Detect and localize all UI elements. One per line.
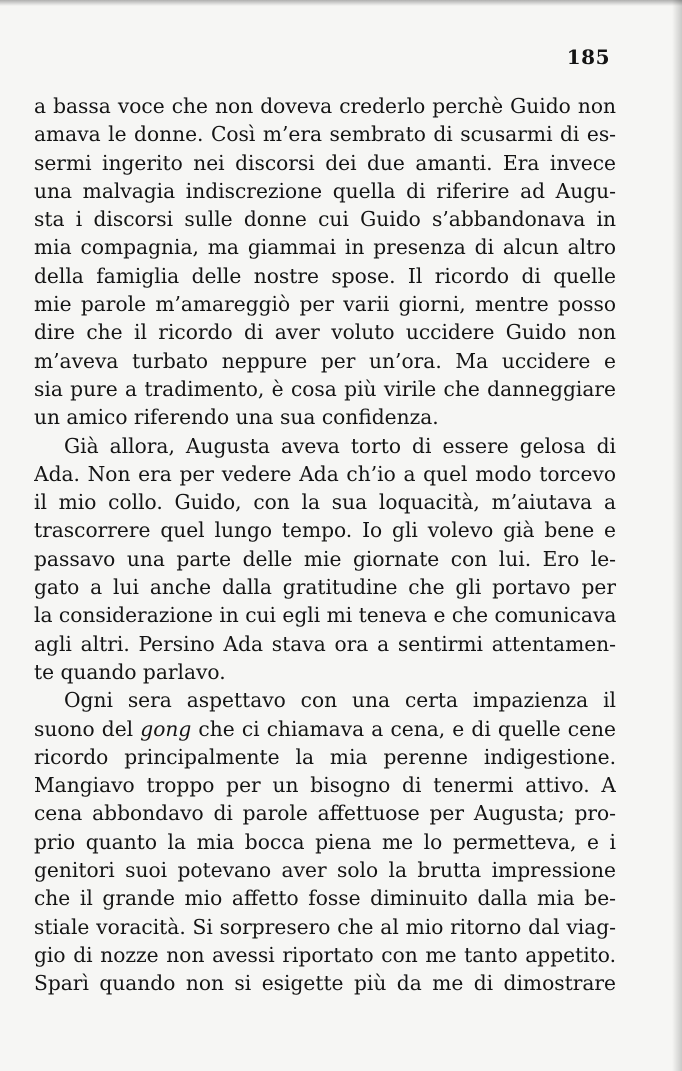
text-line: della famiglia delle nostre spose. Il ricordo di quelle	[34, 263, 616, 288]
text-line	[34, 715, 616, 743]
text-line: prio quanto la mia bocca piena me lo permetteva, e i	[34, 829, 616, 854]
text-line: che il grande mio affetto fosse diminuito dalla mia be-	[34, 886, 616, 911]
text-line: te quando parlavo.	[34, 659, 226, 684]
text-line: mia compagnia, ma giammai in presenza di alcun altro	[34, 235, 616, 260]
text-line: mie parole m’amareggiò per varii giorni, mentre posso	[34, 292, 616, 317]
text-line: amava le donne. Così m’era sembrato di scusarmi di es-	[34, 122, 616, 147]
text-line: gio di nozze non avessi riportato con me tanto appetito.	[34, 942, 616, 967]
page-top-edge	[0, 0, 682, 6]
text-line: Già allora, Augusta aveva torto di essere gelosa di	[64, 433, 616, 458]
text-line: dire che il ricordo di aver voluto uccidere Guido non	[34, 320, 616, 345]
text-line: Mangiavo troppo per un bisogno di tenermi attivo. A	[34, 773, 616, 798]
text-line: a bassa voce che non doveva crederlo perchè Guido non	[34, 94, 616, 118]
text-line: stiale voracità. Si sorpresero che al mio ritorno dal viag-	[34, 914, 616, 939]
text-line: agli altri. Persino Ada stava ora a sentirmi attentamen-	[34, 631, 616, 656]
text-line: una malvagia indiscrezione quella di riferire ad Augu-	[34, 178, 616, 203]
text-line: Ada. Non era per vedere Ada ch’io a quel modo torcevo	[34, 461, 616, 486]
page-number: 185	[566, 45, 610, 69]
text-line: trascorrere quel lungo tempo. Io gli volevo già bene e	[34, 518, 616, 543]
text-fragment: suono del	[34, 716, 141, 741]
text-line: la considerazione in cui egli mi teneva e che comunicava	[34, 603, 616, 628]
text-line: il mio collo. Guido, con la sua loquacità, m’aiutava a	[34, 490, 616, 515]
text-fragment: che ci chiamava a cena, e di quelle cene	[191, 716, 616, 741]
text-line: passavo una parte delle mie giornate con lui. Ero le-	[34, 546, 616, 571]
text-line: ricordo principalmente la mia perenne indigestione.	[34, 744, 616, 769]
body-text	[34, 92, 616, 998]
text-line: Ogni sera aspettavo con una certa impazienza il	[64, 688, 616, 713]
text-line: genitori suoi potevano aver solo la brutta impressione	[34, 858, 616, 883]
text-line: gato a lui anche dalla gratitudine che gli portavo per	[34, 575, 616, 600]
text-line: sermi ingerito nei discorsi dei due amanti. Era invece	[34, 150, 616, 175]
text-line: Sparì quando non si esigette più da me di dimostrare	[34, 971, 616, 996]
text-line: cena abbondavo di parole affettuose per Augusta; pro-	[34, 801, 616, 826]
text-line: m’aveva turbato neppure per un’ora. Ma uccidere e	[34, 348, 616, 373]
text-line: sia pure a tradimento, è cosa più virile che danneggiare	[34, 376, 616, 401]
text-line: un amico riferendo una sua confidenza.	[34, 405, 439, 430]
italic-word: gong	[140, 716, 192, 741]
text-line: sta i discorsi sulle donne cui Guido s’abbandonava in	[34, 207, 616, 232]
page-right-edge	[672, 0, 682, 1071]
